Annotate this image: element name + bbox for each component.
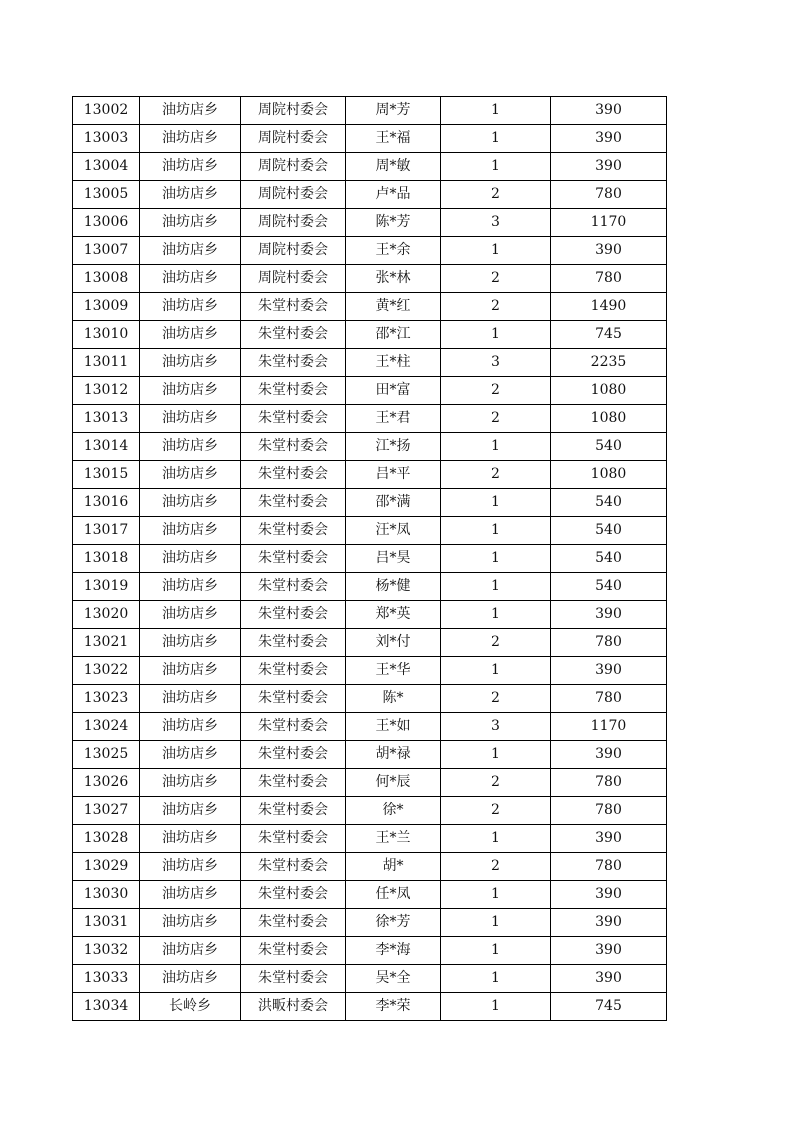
cell-record-id: 13013 xyxy=(73,405,140,433)
cell-township: 油坊店乡 xyxy=(140,125,241,153)
cell-record-id: 13030 xyxy=(73,881,140,909)
cell-amount: 780 xyxy=(551,629,667,657)
cell-count: 1 xyxy=(441,97,551,125)
cell-person-name: 刘*付 xyxy=(346,629,441,657)
cell-count: 2 xyxy=(441,265,551,293)
cell-amount: 540 xyxy=(551,433,667,461)
cell-amount: 1080 xyxy=(551,461,667,489)
cell-record-id: 13024 xyxy=(73,713,140,741)
cell-village-committee: 周院村委会 xyxy=(241,237,346,265)
table-row xyxy=(73,573,667,601)
cell-count: 2 xyxy=(441,461,551,489)
cell-village-committee: 朱堂村委会 xyxy=(241,965,346,993)
table-row xyxy=(73,153,667,181)
table-row xyxy=(73,685,667,713)
cell-record-id: 13011 xyxy=(73,349,140,377)
cell-count: 1 xyxy=(441,965,551,993)
cell-township: 油坊店乡 xyxy=(140,97,241,125)
cell-township: 油坊店乡 xyxy=(140,685,241,713)
cell-amount: 780 xyxy=(551,853,667,881)
table-row xyxy=(73,265,667,293)
cell-person-name: 王*君 xyxy=(346,405,441,433)
cell-township: 油坊店乡 xyxy=(140,741,241,769)
cell-township: 油坊店乡 xyxy=(140,853,241,881)
cell-village-committee: 朱堂村委会 xyxy=(241,825,346,853)
cell-amount: 390 xyxy=(551,97,667,125)
cell-village-committee: 朱堂村委会 xyxy=(241,937,346,965)
cell-village-committee: 朱堂村委会 xyxy=(241,293,346,321)
cell-count: 3 xyxy=(441,349,551,377)
cell-amount: 390 xyxy=(551,909,667,937)
cell-person-name: 李*海 xyxy=(346,937,441,965)
cell-count: 1 xyxy=(441,545,551,573)
cell-village-committee: 朱堂村委会 xyxy=(241,461,346,489)
cell-person-name: 任*凤 xyxy=(346,881,441,909)
cell-amount: 390 xyxy=(551,237,667,265)
cell-amount: 390 xyxy=(551,153,667,181)
cell-village-committee: 朱堂村委会 xyxy=(241,629,346,657)
cell-amount: 780 xyxy=(551,797,667,825)
cell-amount: 1170 xyxy=(551,713,667,741)
table-row xyxy=(73,293,667,321)
cell-record-id: 13020 xyxy=(73,601,140,629)
table-row xyxy=(73,629,667,657)
cell-township: 油坊店乡 xyxy=(140,965,241,993)
cell-village-committee: 朱堂村委会 xyxy=(241,545,346,573)
cell-township: 油坊店乡 xyxy=(140,153,241,181)
cell-village-committee: 周院村委会 xyxy=(241,125,346,153)
cell-count: 3 xyxy=(441,209,551,237)
cell-count: 1 xyxy=(441,993,551,1021)
cell-person-name: 黄*红 xyxy=(346,293,441,321)
cell-village-committee: 朱堂村委会 xyxy=(241,741,346,769)
cell-township: 油坊店乡 xyxy=(140,321,241,349)
cell-record-id: 13015 xyxy=(73,461,140,489)
cell-record-id: 13003 xyxy=(73,125,140,153)
cell-township: 油坊店乡 xyxy=(140,937,241,965)
cell-township: 油坊店乡 xyxy=(140,573,241,601)
cell-township: 油坊店乡 xyxy=(140,657,241,685)
table-row xyxy=(73,881,667,909)
cell-township: 油坊店乡 xyxy=(140,769,241,797)
cell-count: 1 xyxy=(441,517,551,545)
cell-amount: 2235 xyxy=(551,349,667,377)
cell-count: 2 xyxy=(441,293,551,321)
table-row xyxy=(73,601,667,629)
cell-township: 油坊店乡 xyxy=(140,461,241,489)
cell-township: 油坊店乡 xyxy=(140,265,241,293)
cell-record-id: 13023 xyxy=(73,685,140,713)
cell-count: 1 xyxy=(441,321,551,349)
cell-count: 2 xyxy=(441,853,551,881)
table-row xyxy=(73,797,667,825)
cell-person-name: 胡*禄 xyxy=(346,741,441,769)
cell-count: 1 xyxy=(441,881,551,909)
cell-township: 油坊店乡 xyxy=(140,797,241,825)
cell-count: 1 xyxy=(441,825,551,853)
cell-amount: 745 xyxy=(551,321,667,349)
cell-township: 油坊店乡 xyxy=(140,405,241,433)
cell-township: 油坊店乡 xyxy=(140,825,241,853)
cell-person-name: 胡* xyxy=(346,853,441,881)
cell-count: 2 xyxy=(441,769,551,797)
cell-person-name: 陈* xyxy=(346,685,441,713)
table-row xyxy=(73,461,667,489)
cell-record-id: 13010 xyxy=(73,321,140,349)
table-row xyxy=(73,825,667,853)
cell-village-committee: 朱堂村委会 xyxy=(241,769,346,797)
cell-count: 1 xyxy=(441,657,551,685)
cell-person-name: 徐*芳 xyxy=(346,909,441,937)
cell-record-id: 13021 xyxy=(73,629,140,657)
cell-village-committee: 朱堂村委会 xyxy=(241,657,346,685)
cell-township: 油坊店乡 xyxy=(140,629,241,657)
cell-person-name: 江*扬 xyxy=(346,433,441,461)
cell-record-id: 13026 xyxy=(73,769,140,797)
cell-township: 油坊店乡 xyxy=(140,377,241,405)
cell-person-name: 张*林 xyxy=(346,265,441,293)
cell-record-id: 13002 xyxy=(73,97,140,125)
cell-count: 1 xyxy=(441,937,551,965)
cell-township: 长岭乡 xyxy=(140,993,241,1021)
cell-person-name: 周*敏 xyxy=(346,153,441,181)
cell-person-name: 田*富 xyxy=(346,377,441,405)
table-row xyxy=(73,657,667,685)
table-row xyxy=(73,321,667,349)
cell-person-name: 王*余 xyxy=(346,237,441,265)
cell-record-id: 13017 xyxy=(73,517,140,545)
cell-person-name: 邵*江 xyxy=(346,321,441,349)
table-row xyxy=(73,377,667,405)
table-row xyxy=(73,993,667,1021)
cell-count: 1 xyxy=(441,601,551,629)
cell-record-id: 13016 xyxy=(73,489,140,517)
cell-village-committee: 朱堂村委会 xyxy=(241,573,346,601)
cell-amount: 1170 xyxy=(551,209,667,237)
cell-township: 油坊店乡 xyxy=(140,209,241,237)
table-row xyxy=(73,433,667,461)
cell-village-committee: 朱堂村委会 xyxy=(241,909,346,937)
cell-record-id: 13029 xyxy=(73,853,140,881)
table-row xyxy=(73,97,667,125)
cell-township: 油坊店乡 xyxy=(140,909,241,937)
cell-count: 1 xyxy=(441,125,551,153)
cell-amount: 390 xyxy=(551,881,667,909)
cell-village-committee: 朱堂村委会 xyxy=(241,853,346,881)
cell-record-id: 13033 xyxy=(73,965,140,993)
cell-count: 2 xyxy=(441,377,551,405)
cell-person-name: 陈*芳 xyxy=(346,209,441,237)
cell-record-id: 13018 xyxy=(73,545,140,573)
cell-person-name: 汪*凤 xyxy=(346,517,441,545)
cell-amount: 780 xyxy=(551,265,667,293)
cell-amount: 540 xyxy=(551,545,667,573)
cell-township: 油坊店乡 xyxy=(140,433,241,461)
cell-amount: 390 xyxy=(551,741,667,769)
cell-amount: 390 xyxy=(551,125,667,153)
cell-person-name: 王*华 xyxy=(346,657,441,685)
table-row xyxy=(73,237,667,265)
cell-count: 1 xyxy=(441,433,551,461)
cell-record-id: 13014 xyxy=(73,433,140,461)
table-row xyxy=(73,937,667,965)
cell-record-id: 13022 xyxy=(73,657,140,685)
table-row xyxy=(73,181,667,209)
cell-record-id: 13009 xyxy=(73,293,140,321)
cell-count: 3 xyxy=(441,713,551,741)
cell-township: 油坊店乡 xyxy=(140,489,241,517)
cell-person-name: 王*如 xyxy=(346,713,441,741)
cell-count: 2 xyxy=(441,405,551,433)
cell-person-name: 卢*品 xyxy=(346,181,441,209)
cell-count: 2 xyxy=(441,685,551,713)
cell-amount: 390 xyxy=(551,937,667,965)
cell-township: 油坊店乡 xyxy=(140,601,241,629)
cell-person-name: 吕*平 xyxy=(346,461,441,489)
cell-amount: 780 xyxy=(551,181,667,209)
cell-amount: 390 xyxy=(551,601,667,629)
cell-village-committee: 周院村委会 xyxy=(241,209,346,237)
cell-township: 油坊店乡 xyxy=(140,181,241,209)
cell-count: 1 xyxy=(441,489,551,517)
cell-village-committee: 朱堂村委会 xyxy=(241,321,346,349)
data-table xyxy=(72,96,667,1021)
cell-person-name: 李*荣 xyxy=(346,993,441,1021)
cell-amount: 780 xyxy=(551,685,667,713)
cell-village-committee: 周院村委会 xyxy=(241,153,346,181)
cell-count: 1 xyxy=(441,573,551,601)
cell-person-name: 王*柱 xyxy=(346,349,441,377)
table-row xyxy=(73,965,667,993)
cell-township: 油坊店乡 xyxy=(140,881,241,909)
cell-village-committee: 朱堂村委会 xyxy=(241,713,346,741)
cell-amount: 540 xyxy=(551,489,667,517)
cell-record-id: 13027 xyxy=(73,797,140,825)
table-row xyxy=(73,909,667,937)
cell-village-committee: 周院村委会 xyxy=(241,265,346,293)
cell-amount: 745 xyxy=(551,993,667,1021)
table-row xyxy=(73,125,667,153)
cell-record-id: 13028 xyxy=(73,825,140,853)
table-row xyxy=(73,517,667,545)
cell-record-id: 13005 xyxy=(73,181,140,209)
cell-count: 2 xyxy=(441,629,551,657)
table-row xyxy=(73,853,667,881)
cell-amount: 390 xyxy=(551,965,667,993)
cell-count: 2 xyxy=(441,181,551,209)
cell-village-committee: 周院村委会 xyxy=(241,97,346,125)
cell-village-committee: 朱堂村委会 xyxy=(241,433,346,461)
cell-record-id: 13031 xyxy=(73,909,140,937)
table-row xyxy=(73,713,667,741)
cell-township: 油坊店乡 xyxy=(140,237,241,265)
cell-village-committee: 朱堂村委会 xyxy=(241,881,346,909)
cell-amount: 780 xyxy=(551,769,667,797)
cell-person-name: 徐* xyxy=(346,797,441,825)
table-row xyxy=(73,489,667,517)
cell-village-committee: 朱堂村委会 xyxy=(241,349,346,377)
cell-record-id: 13004 xyxy=(73,153,140,181)
cell-count: 1 xyxy=(441,153,551,181)
cell-amount: 1490 xyxy=(551,293,667,321)
cell-record-id: 13006 xyxy=(73,209,140,237)
cell-village-committee: 朱堂村委会 xyxy=(241,601,346,629)
cell-person-name: 王*兰 xyxy=(346,825,441,853)
cell-count: 1 xyxy=(441,237,551,265)
cell-village-committee: 周院村委会 xyxy=(241,181,346,209)
cell-person-name: 何*辰 xyxy=(346,769,441,797)
cell-record-id: 13008 xyxy=(73,265,140,293)
table-body xyxy=(73,97,667,1021)
cell-village-committee: 朱堂村委会 xyxy=(241,489,346,517)
cell-village-committee: 朱堂村委会 xyxy=(241,377,346,405)
cell-person-name: 邵*满 xyxy=(346,489,441,517)
cell-township: 油坊店乡 xyxy=(140,713,241,741)
cell-count: 1 xyxy=(441,741,551,769)
cell-township: 油坊店乡 xyxy=(140,293,241,321)
cell-person-name: 杨*健 xyxy=(346,573,441,601)
cell-count: 1 xyxy=(441,909,551,937)
cell-village-committee: 洪畈村委会 xyxy=(241,993,346,1021)
cell-person-name: 周*芳 xyxy=(346,97,441,125)
cell-village-committee: 朱堂村委会 xyxy=(241,517,346,545)
cell-amount: 390 xyxy=(551,825,667,853)
cell-record-id: 13025 xyxy=(73,741,140,769)
cell-count: 2 xyxy=(441,797,551,825)
cell-person-name: 郑*英 xyxy=(346,601,441,629)
cell-record-id: 13007 xyxy=(73,237,140,265)
table-row xyxy=(73,769,667,797)
cell-village-committee: 朱堂村委会 xyxy=(241,685,346,713)
cell-amount: 1080 xyxy=(551,405,667,433)
cell-person-name: 吴*全 xyxy=(346,965,441,993)
cell-amount: 540 xyxy=(551,573,667,601)
cell-amount: 1080 xyxy=(551,377,667,405)
cell-amount: 540 xyxy=(551,517,667,545)
cell-township: 油坊店乡 xyxy=(140,545,241,573)
cell-record-id: 13032 xyxy=(73,937,140,965)
cell-township: 油坊店乡 xyxy=(140,517,241,545)
table-row xyxy=(73,405,667,433)
cell-village-committee: 朱堂村委会 xyxy=(241,797,346,825)
cell-amount: 390 xyxy=(551,657,667,685)
cell-person-name: 王*福 xyxy=(346,125,441,153)
cell-record-id: 13012 xyxy=(73,377,140,405)
table-row xyxy=(73,349,667,377)
cell-village-committee: 朱堂村委会 xyxy=(241,405,346,433)
cell-record-id: 13019 xyxy=(73,573,140,601)
cell-person-name: 吕*昊 xyxy=(346,545,441,573)
cell-township: 油坊店乡 xyxy=(140,349,241,377)
table-row xyxy=(73,741,667,769)
cell-record-id: 13034 xyxy=(73,993,140,1021)
table-row xyxy=(73,209,667,237)
table-row xyxy=(73,545,667,573)
